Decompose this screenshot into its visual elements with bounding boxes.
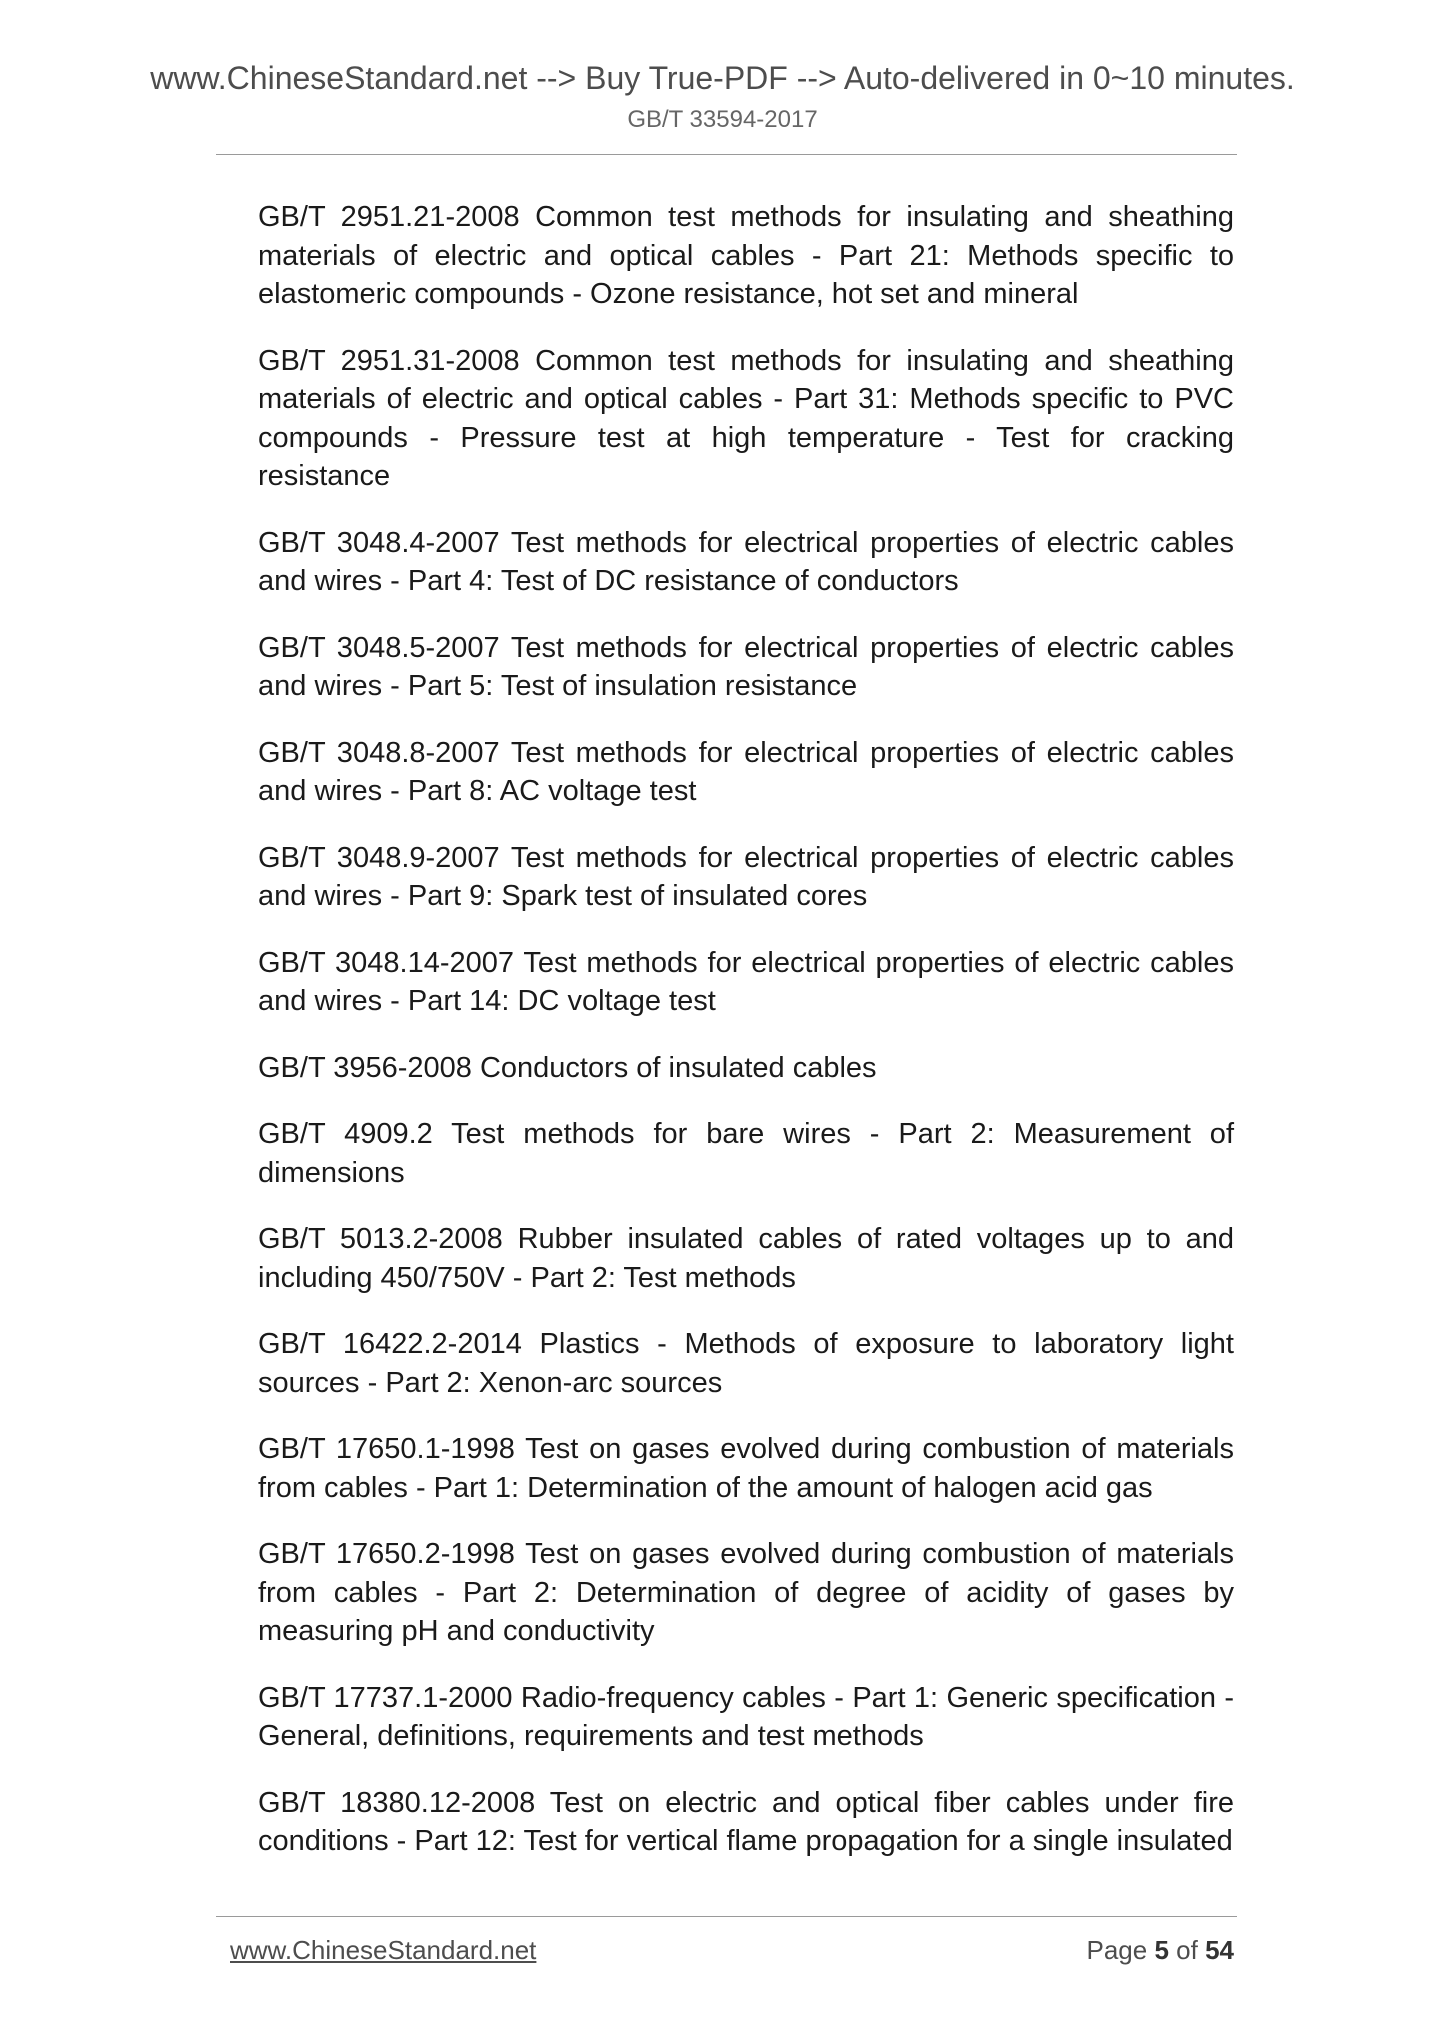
reference-item: GB/T 3048.4-2007 Test methods for electrical properties of electric cables and wires - Part 4: Test of DC resistance of conductors (258, 526, 1234, 597)
reference-item: GB/T 2951.31-2008 Common test methods for insulating and sheathing materials of electric and optical cables - Part 31: Methods specific to PVC compounds - Pressure test at high temperature - Test for cracking resistance (258, 344, 1234, 492)
page-of: of (1176, 1935, 1198, 1965)
footer-divider (216, 1916, 1237, 1917)
page-current: 5 (1154, 1935, 1169, 1965)
document-number: GB/T 33594-2017 (627, 106, 818, 133)
reference-item: GB/T 3956-2008 Conductors of insulated cables (258, 1051, 877, 1084)
reference-item: GB/T 4909.2 Test methods for bare wires - Part 2: Measurement of dimensions (258, 1118, 1234, 1189)
reference-item: GB/T 17650.1-1998 Test on gases evolved during combustion of materials from cables - Part 1: Determination of the amount of halogen acid gas (258, 1433, 1234, 1504)
page-indicator (1086, 1932, 1234, 1968)
reference-item: GB/T 5013.2-2008 Rubber insulated cables of rated voltages up to and including 450/750V - Part 2: Test methods (258, 1223, 1234, 1294)
reference-item: GB/T 17650.2-1998 Test on gases evolved during combustion of materials from cables - Part 2: Determination of degree of acidity of gases by measuring pH and conductivity (258, 1538, 1234, 1647)
header-banner: www.ChineseStandard.net --> Buy True-PDF --> Auto-delivered in 0~10 minutes. (150, 60, 1295, 96)
page-prefix: Page (1086, 1935, 1148, 1965)
reference-item: GB/T 17737.1-2000 Radio-frequency cables - Part 1: Generic specification - General, definitions, requirements and test methods (258, 1681, 1234, 1752)
footer-site-link[interactable]: www.ChineseStandard.net (230, 1935, 537, 1965)
header-divider (216, 154, 1237, 155)
reference-item: GB/T 2951.21-2008 Common test methods for insulating and sheathing materials of electric and optical cables - Part 21: Methods specific to elastomeric compounds - Ozone resistance, hot set and mineral (258, 201, 1234, 310)
reference-item: GB/T 3048.8-2007 Test methods for electrical properties of electric cables and wires - Part 8: AC voltage test (258, 736, 1234, 807)
reference-item: GB/T 3048.9-2007 Test methods for electrical properties of electric cables and wires - Part 9: Spark test of insulated cores (258, 841, 1234, 912)
reference-item: GB/T 18380.12-2008 Test on electric and optical fiber cables under fire conditions - Part 12: Test for vertical flame propagation for a single insulated (258, 1786, 1234, 1857)
reference-item: GB/T 3048.14-2007 Test methods for electrical properties of electric cables and wires - Part 14: DC voltage test (258, 946, 1234, 1017)
normative-references-list (258, 198, 1234, 1861)
page-total: 54 (1205, 1935, 1234, 1965)
reference-item: GB/T 3048.5-2007 Test methods for electrical properties of electric cables and wires - Part 5: Test of insulation resistance (258, 631, 1234, 702)
reference-item: GB/T 16422.2-2014 Plastics - Methods of exposure to laboratory light sources - Part 2: Xenon-arc sources (258, 1328, 1234, 1399)
